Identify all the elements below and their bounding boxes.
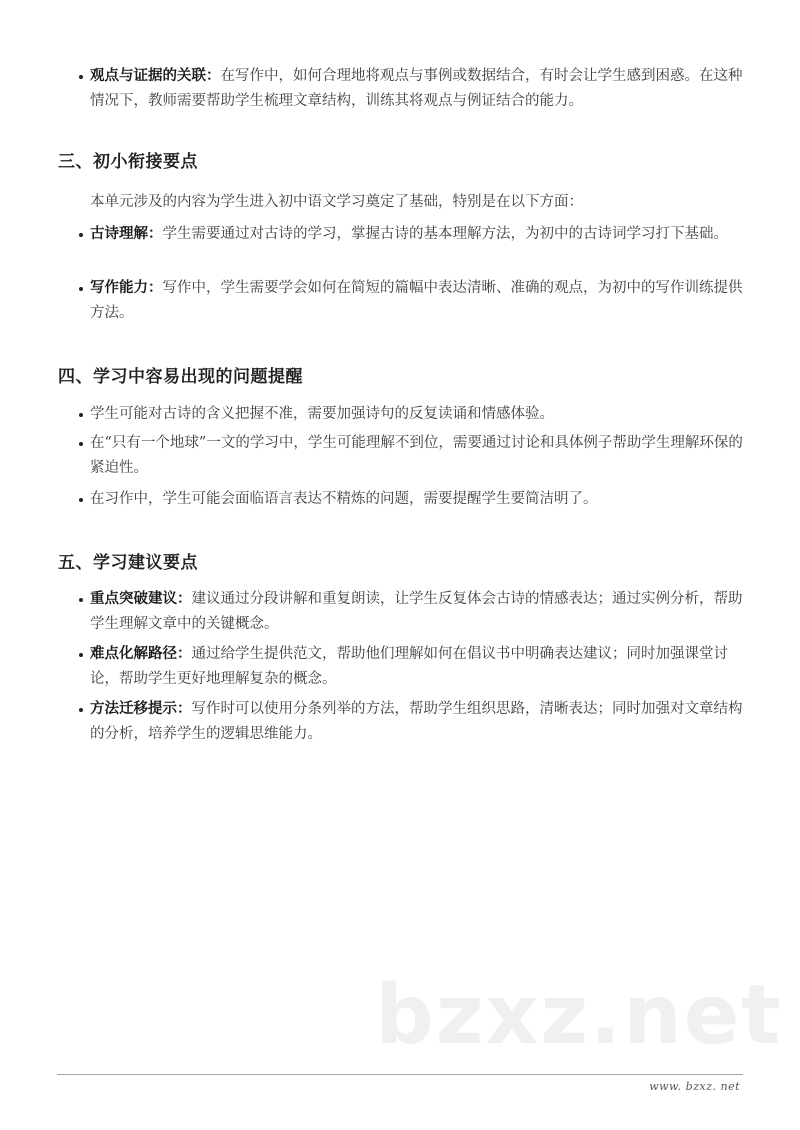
list-item-viewpoint-evidence — [90, 64, 750, 114]
list-item-poetry-understanding — [90, 222, 750, 247]
watermark: bzxz.net — [375, 968, 783, 1063]
item-text: 写作时可以使用分条列举的方法，帮助学生组织思路，清晰表达；同时加强对文章结构的分析，培养学生的逻辑思维能力。 — [90, 701, 743, 742]
list-item-method-transfer — [90, 697, 750, 747]
item-text: 学生需要通过对古诗的学习，掌握古诗的基本理解方法，为初中的古诗词学习打下基础。 — [162, 226, 728, 242]
footer-divider — [57, 1074, 743, 1075]
section-3-intro: 本单元涉及的内容为学生进入初中语文学习奠定了基础，特别是在以下方面： — [90, 194, 583, 210]
list-item-writing-ability — [90, 276, 750, 326]
list-item-key-breakthrough — [90, 587, 750, 637]
section-heading-5: 五、学习建议要点 — [58, 553, 198, 573]
item-text: 建议通过分段讲解和重复朗读，让学生反复体会古诗的情感表达；通过实例分析，帮助学生理解文章中的关键概念。 — [90, 591, 743, 632]
item-text: 写作中，学生需要学会如何在简短的篇幅中表达清晰、准确的观点，为初中的写作训练提供方法。 — [90, 280, 743, 321]
section-heading-4: 四、学习中容易出现的问题提醒 — [58, 367, 303, 387]
list-item-problem-1 — [90, 402, 750, 427]
item-text: 学生可能对古诗的含义把握不准，需要加强诗句的反复读诵和情感体验。 — [90, 406, 554, 422]
list-item-problem-2 — [90, 431, 750, 481]
item-term: 重点突破建议： — [90, 591, 192, 607]
section-heading-3: 三、初小衔接要点 — [58, 152, 198, 172]
item-term: 写作能力： — [90, 280, 163, 296]
item-term: 难点化解路径： — [90, 646, 192, 662]
item-text: 在习作中，学生可能会面临语言表达不精炼的问题，需要提醒学生要简洁明了。 — [90, 491, 598, 507]
footer-url: www. bzxz. net — [649, 1080, 740, 1093]
item-text: 在“只有一个地球”一文的学习中，学生可能理解不到位，需要通过讨论和具体例子帮助学生理解环保的紧迫性。 — [90, 435, 743, 476]
item-term: 观点与证据的关联： — [90, 68, 221, 84]
item-term: 古诗理解： — [90, 226, 163, 242]
list-item-difficulty-resolution — [90, 642, 750, 692]
item-text: 通过给学生提供范文，帮助他们理解如何在倡议书中明确表达建议；同时加强课堂讨论，帮助学生更好地理解复杂的概念。 — [90, 646, 728, 687]
list-item-problem-3 — [90, 487, 750, 512]
item-text: 在写作中，如何合理地将观点与事例或数据结合，有时会让学生感到困惑。在这种情况下，教师需要帮助学生梳理文章结构，训练其将观点与例证结合的能力。 — [90, 68, 743, 109]
item-term: 方法迁移提示： — [90, 701, 192, 717]
